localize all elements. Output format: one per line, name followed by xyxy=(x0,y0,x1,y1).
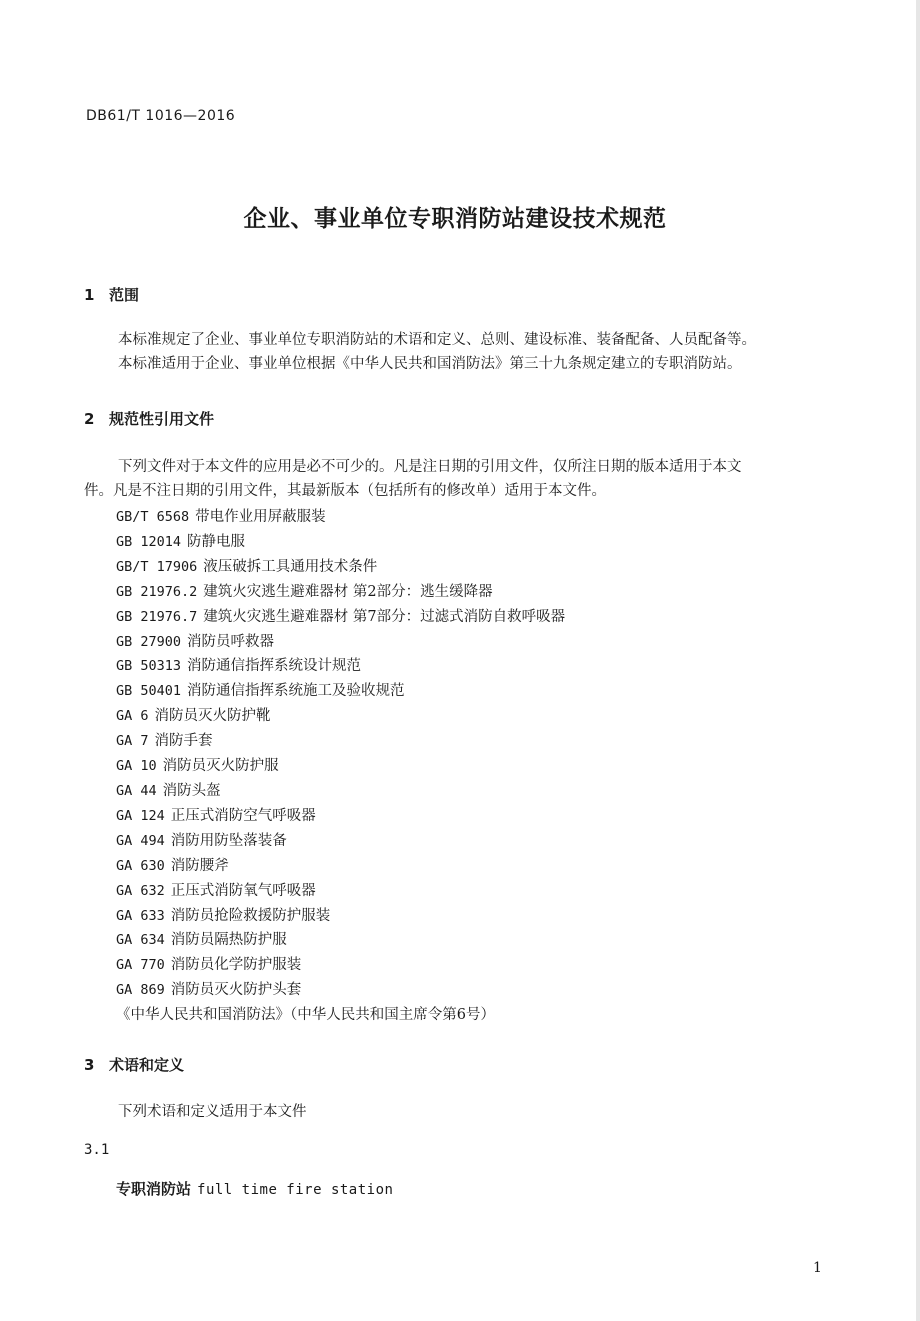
reference-code: GB 21976.7 xyxy=(116,608,198,625)
reference-code: GA 7 xyxy=(116,733,149,750)
reference-item xyxy=(116,580,565,605)
page-edge xyxy=(916,0,920,1321)
reference-code: GA 634 xyxy=(116,932,165,949)
reference-item xyxy=(116,854,565,879)
reference-item xyxy=(116,729,565,754)
subclause-number: 3.1 xyxy=(84,1142,110,1158)
reference-code: GA 770 xyxy=(116,957,165,974)
reference-item xyxy=(116,530,565,555)
reference-code: GB 50313 xyxy=(116,658,182,675)
reference-item xyxy=(116,953,565,978)
reference-item xyxy=(116,879,565,904)
section-1-heading xyxy=(84,284,139,305)
reference-title: 正压式消防氧气呼吸器 xyxy=(170,882,316,899)
reference-title: 消防头盔 xyxy=(162,782,221,799)
reference-item xyxy=(116,978,565,1003)
reference-code: GA 630 xyxy=(116,857,165,874)
reference-title: 消防员隔热防护服 xyxy=(170,932,287,949)
reference-item xyxy=(116,804,565,829)
normative-intro-line-1: 下列文件对于本文件的应用是必不可少的。凡是注日期的引用文件，仅所注日期的版本适用于本文 xyxy=(118,459,742,475)
terms-intro-text: 下列术语和定义适用于本文件 xyxy=(118,1104,307,1120)
reference-code: GA 10 xyxy=(116,758,157,775)
document-code: DB61/T 1016—2016 xyxy=(86,108,236,124)
reference-code: GA 494 xyxy=(116,832,165,849)
reference-title: 消防员呼救器 xyxy=(187,633,275,650)
term-english: full time fire station xyxy=(197,1182,394,1198)
reference-code: GA 124 xyxy=(116,807,165,824)
reference-item xyxy=(116,904,565,929)
reference-item xyxy=(116,555,565,580)
section-number: 2 xyxy=(84,410,95,428)
reference-code: GA 6 xyxy=(116,708,149,725)
normative-intro-line-2: 件。凡是不注日期的引用文件，其最新版本（包括所有的修改单）适用于本文件。 xyxy=(84,483,606,499)
term-entry xyxy=(116,1178,393,1199)
reference-title: 带电作业用屏蔽服装 xyxy=(195,509,326,525)
scope-paragraph-2: 本标准适用于企业、事业单位根据《中华人民共和国消防法》第三十九条规定建立的专职消防站。 xyxy=(118,356,742,372)
reference-title: 消防手套 xyxy=(154,733,213,750)
reference-title: 建筑火灾逃生避难器材 第2部分：逃生缓降器 xyxy=(203,583,493,600)
reference-item xyxy=(116,1003,565,1028)
reference-code: GA 44 xyxy=(116,782,157,799)
reference-code: GA 632 xyxy=(116,882,165,899)
reference-item xyxy=(116,630,565,655)
reference-title: 消防用防坠落装备 xyxy=(170,832,287,849)
reference-item xyxy=(116,754,565,779)
reference-title: 建筑火灾逃生避难器材 第7部分：过滤式消防自救呼吸器 xyxy=(203,608,566,625)
section-number: 3 xyxy=(84,1056,95,1074)
reference-title: 消防腰斧 xyxy=(170,857,229,874)
reference-code: GB/T 6568 xyxy=(116,509,190,525)
reference-item xyxy=(116,605,565,630)
reference-item xyxy=(116,505,565,530)
page-number: 1 xyxy=(813,1260,822,1276)
reference-title: 消防通信指挥系统设计规范 xyxy=(187,658,362,675)
section-title: 范围 xyxy=(109,286,140,304)
reference-title: 消防员灭火防护头套 xyxy=(170,982,302,999)
section-title: 术语和定义 xyxy=(109,1056,185,1074)
reference-item xyxy=(116,779,565,804)
reference-item xyxy=(116,704,565,729)
reference-title: 消防员化学防护服装 xyxy=(170,957,302,974)
reference-title: 消防员灭火防护服 xyxy=(162,758,279,775)
reference-title: 液压破拆工具通用技术条件 xyxy=(203,558,378,575)
reference-item xyxy=(116,679,565,704)
section-number: 1 xyxy=(84,286,95,304)
section-title: 规范性引用文件 xyxy=(109,410,215,428)
reference-code: GB 50401 xyxy=(116,683,182,700)
terms-intro xyxy=(84,1100,826,1124)
normative-intro xyxy=(84,455,826,503)
reference-title: 《中华人民共和国消防法》（中华人民共和国主席令第6号） xyxy=(116,1007,495,1024)
reference-item xyxy=(116,829,565,854)
section-3-heading xyxy=(84,1054,184,1075)
document-title: 企业、事业单位专职消防站建设技术规范 xyxy=(243,206,667,232)
reference-title: 消防员抢险救援防护服装 xyxy=(170,907,331,924)
reference-code: GB/T 17906 xyxy=(116,558,198,575)
reference-code: GB 21976.2 xyxy=(116,583,198,600)
reference-item xyxy=(116,654,565,679)
section-2-heading xyxy=(84,408,214,429)
reference-item xyxy=(116,928,565,953)
reference-title: 消防员灭火防护靴 xyxy=(154,708,271,725)
reference-title: 消防通信指挥系统施工及验收规范 xyxy=(187,683,405,700)
reference-code: GA 869 xyxy=(116,982,165,999)
reference-list xyxy=(116,505,565,1028)
reference-code: GB 27900 xyxy=(116,633,182,650)
reference-title: 正压式消防空气呼吸器 xyxy=(170,807,316,824)
reference-code: GA 633 xyxy=(116,907,165,924)
scope-paragraph-1: 本标准规定了企业、事业单位专职消防站的术语和定义、总则、建设标准、装备配备、人员配备等。 xyxy=(118,332,756,348)
reference-code: GB 12014 xyxy=(116,533,182,550)
scope-paragraphs xyxy=(84,328,826,376)
term-chinese: 专职消防站 xyxy=(116,1180,192,1198)
reference-title: 防静电服 xyxy=(187,533,246,550)
